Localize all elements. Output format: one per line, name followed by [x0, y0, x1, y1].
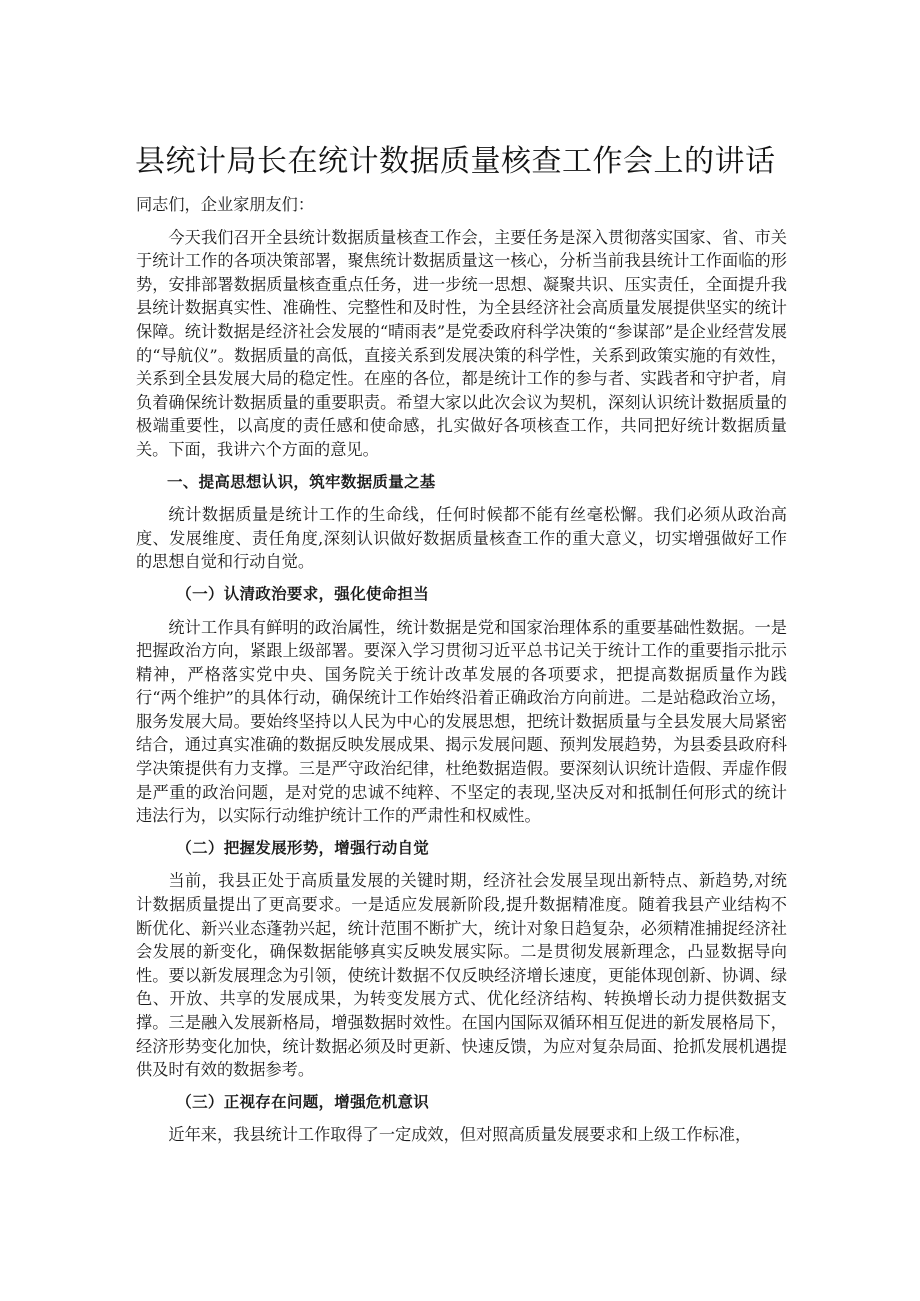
subsection-2-paragraph: 当前，我县正处于高质量发展的关键时期，经济社会发展呈现出新特点、新趋势,对统计数据质量提出了更高要求。一是适应发展新阶段,提升数据精准度。随着我县产业结构不断优化、新兴业态蓬勃兴起，统计范围不断扩大，统计对象日趋复杂，必须精准捕捉经济社会发展的新变化，确保数据能够真实反映发展实际。二是贯彻发展新理念，凸显数据导向性。要以新发展理念为引领，使统计数据不仅反映经济增长速度，更能体现创新、协调、绿色、开放、共享的发展成果，为转变发展方式、优化经济结构、转换增长动力提供数据支撑。三是融入发展新格局，增强数据时效性。在国内国际双循环相互促进的新发展格局下，经济形势变化加快，统计数据必须及时更新、快速反馈，为应对复杂局面、抢抓发展机遇提供及时有效的数据参考。 — [136, 871, 787, 1080]
document-body — [136, 193, 787, 1156]
section-heading-1: 一、提高思想认识，筑牢数据质量之基 — [167, 472, 436, 491]
subsection-heading-3: （三）正视存在问题，增强危机意识 — [176, 1092, 430, 1111]
subsection-1-paragraph: 统计工作具有鲜明的政治属性，统计数据是党和国家治理体系的重要基础性数据。一是把握政治方向，紧跟上级部署。要深入学习贯彻习近平总书记关于统计工作的重要指示批示精神，严格落实党中央、国务院关于统计改革发展的各项要求，把提高数据质量作为践行“两个维护”的具体行动，确保统计工作始终沿着正确政治方向前进。二是站稳政治立场，服务发展大局。要始终坚持以人民为中心的发展思想，把统计数据质量与全县发展大局紧密结合，通过真实准确的数据反映发展成果、揭示发展问题、预判发展趋势，为县委县政府科学决策提供有力支撑。三是严守政治纪律，杜绝数据造假。要深刻认识统计造假、弄虚作假是严重的政治问题，是对党的忠诚不纯粹、不坚定的表现,坚决反对和抵制任何形式的统计违法行为，以实际行动维护统计工作的严肃性和权威性。 — [136, 617, 787, 826]
intro-paragraph: 今天我们召开全县统计数据质量核查工作会，主要任务是深入贯彻落实国家、省、市关于统计工作的各项决策部署，聚焦统计数据质量这一核心，分析当前我县统计工作面临的形势，安排部署数据质量核查重点任务，进一步统一思想、凝聚共识、压实责任，全面提升我县统计数据真实性、准确性、完整性和及时性，为全县经济社会高质量发展提供坚实的统计保障。统计数据是经济社会发展的“晴雨表”是党委政府科学决策的“参谋部”是企业经营发展的“导航仪”。数据质量的高低，直接关系到发展决策的科学性，关系到政策实施的有效性，关系到全县发展大局的稳定性。在座的各位，都是统计工作的参与者、实践者和守护者，肩负着确保统计数据质量的重要职责。希望大家以此次会议为契机，深刻认识统计数据质量的极端重要性，以高度的责任感和使命感，扎实做好各项核查工作，共同把好统计数据质量关。下面，我讲六个方面的意见。 — [136, 227, 787, 459]
subsection-3-paragraph: 近年来，我县统计工作取得了一定成效，但对照高质量发展要求和上级工作标准， — [168, 1125, 752, 1145]
subsection-heading-2: （二）把握发展形势，增强行动自觉 — [176, 838, 430, 857]
document-title: 县统计局长在统计数据质量核查工作会上的讲话 — [135, 144, 776, 179]
subsection-heading-1: （一）认清政治要求，强化使命担当 — [176, 584, 430, 603]
section-1-paragraph: 统计数据质量是统计工作的生命线，任何时候都不能有丝毫松懈。我们必须从政治高度、发展维度、责任角度,深刻认识做好数据质量核查工作的重大意义，切实增强做好工作的思想自觉和行动自觉。 — [136, 505, 787, 572]
salutation: 同志们，企业家朋友们： — [136, 195, 315, 214]
